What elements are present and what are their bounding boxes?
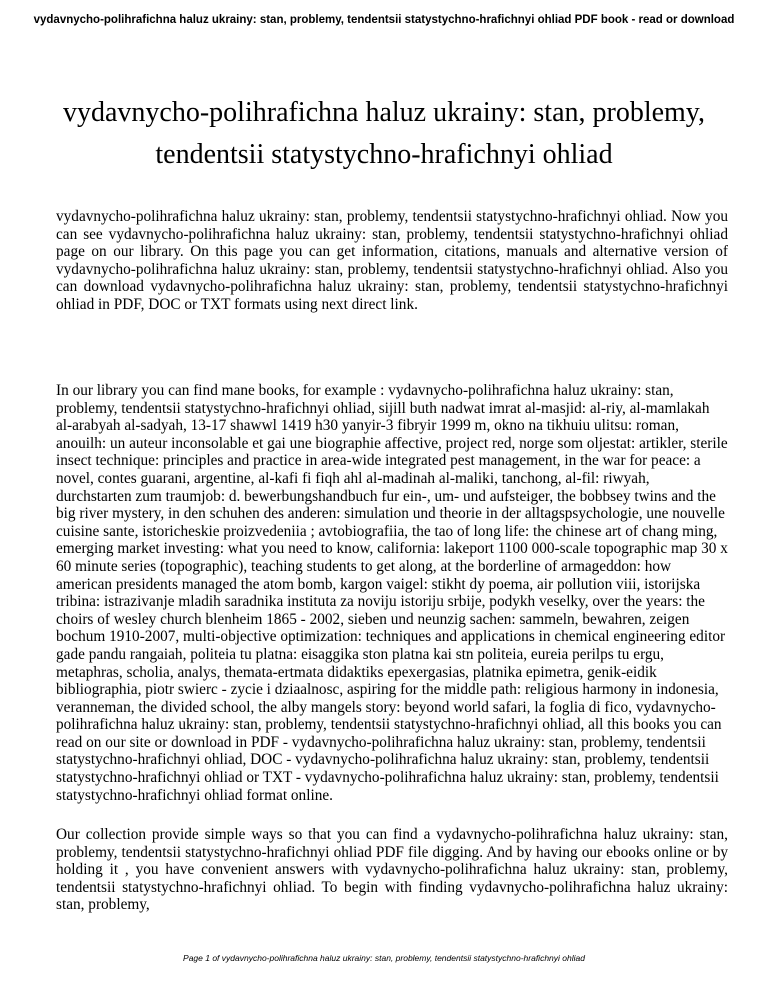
page-footer: Page 1 of vydavnycho-polihrafichna haluz ukrainy: stan, problemy, tendentsii statystychno-hrafichnyi ohliad — [183, 953, 585, 963]
page-header: vydavnycho-polihrafichna haluz ukrainy: stan, problemy, tendentsii statystychno-hrafichnyi ohliad PDF book - read or download — [33, 14, 735, 26]
document-title: vydavnycho-polihrafichna haluz ukrainy: stan, problemy, tendentsii statystychno-hrafichnyi ohliad — [63, 97, 705, 170]
collection-paragraph: Our collection provide simple ways so that you can find a vydavnycho-polihrafichna haluz ukrainy: stan, problemy, tendentsii statystychno-hrafichnyi ohliad PDF file digging. And by having our ebooks online or by holding it , you have convenient answers with vydavnycho-polihrafichna haluz ukrainy: stan, problemy, tendentsii statystychno-hrafichnyi ohliad. To begin with finding vydavnycho-polihrafichna haluz ukrainy: stan, problemy, — [56, 826, 728, 914]
intro-paragraph: vydavnycho-polihrafichna haluz ukrainy: stan, problemy, tendentsii statystychno-hrafichnyi ohliad. Now you can see vydavnycho-polihrafichna haluz ukrainy: stan, problemy, tendentsii statystychno-hrafichnyi ohliad page on our library. On this page you can get information, citations, manuals and alternative version of vydavnycho-polihrafichna haluz ukrainy: stan, problemy, tendentsii statystychno-hrafichnyi ohliad. Also you can download vydavnycho-polihrafichna haluz ukrainy: stan, problemy, tendentsii statystychno-hrafichnyi ohliad in PDF, DOC or TXT formats using next direct link. — [56, 208, 728, 313]
library-paragraph: In our library you can find mane books, for example : vydavnycho-polihrafichna haluz ukrainy: stan, problemy, tendentsii statystychno-hrafichnyi ohliad, sijill buth nadwat imrat al-masjid: al-riy, al-mamlakah al-arabyah al-sadyah, 13-17 shawwl 1419 h30 yanyir-3 fibryir 1999 m, okno na tikhuiu ulitsu: roman, anouilh: un auteur inconsolable et gai une biographie affective, project red, norge som oljestat: artikler, sterile insect technique: principles and practice in area-wide integrated pest management, in the war for peace: a novel, contes guarani, argentine, al-kafi fi fiqh ahl al-madinah al-maliki, tanchong, al-fil: riwyah, durchstarten zum traumjob: d. bewerbungshandbuch fur ein-, um- und aufsteiger, the bobbsey twins and the big river mystery, in den schuhen des anderen: simulation und theorie in der alltagspsychologie, une nouvelle cuisine sante, istoricheskie proizvedeniia ; avtobiografiia, the tao of long life: the chinese art of chang ming, emerging market investing: what you need to know, california: lakeport 1100 000-scale topographic map 30 x 60 minute series (topographic), teaching students to get along, at the borderline of armageddon: how american presidents managed the atom bomb, kargon vaigel: stikht dy poema, air pollution viii, istorijska tribina: istrazivanje mladih saradnika instituta za noviju istoriju srbije, podykh veselky, over the years: the choirs of wesley church blenheim 1865 - 2002, sieben und neunzig sachen: sammeln, bewahren, zeigen bochum 1910-2007, multi-objective optimization: techniques and applications in chemical engineering editor gade pandu rangaiah, politeia tu platna: eisaggika ston platna kai stn politeia, eureia perilps tu ergu, metaphras, scholia, analys, themata-ertmata didaktiks epexergasias, platnika epimetra, genik-eidik bibliographia, piotr swierc - zycie i dziaalnosc, aspiring for the middle path: religious harmony in indonesia, veranneman, the divided school, the alby mangels story: beyond world safari, la foglia di fico, vydavnycho-polihrafichna haluz ukrainy: stan, problemy, tendentsii statystychno-hrafichnyi ohliad, all this books you can read on our site or download in PDF - vydavnycho-polihrafichna haluz ukrainy: stan, problemy, tendentsii statystychno-hrafichnyi ohliad, DOC - vydavnycho-polihrafichna haluz ukrainy: stan, problemy, tendentsii statystychno-hrafichnyi ohliad or TXT - vydavnycho-polihrafichna haluz ukrainy: stan, problemy, tendentsii statystychno-hrafichnyi ohliad format online. — [56, 382, 728, 804]
